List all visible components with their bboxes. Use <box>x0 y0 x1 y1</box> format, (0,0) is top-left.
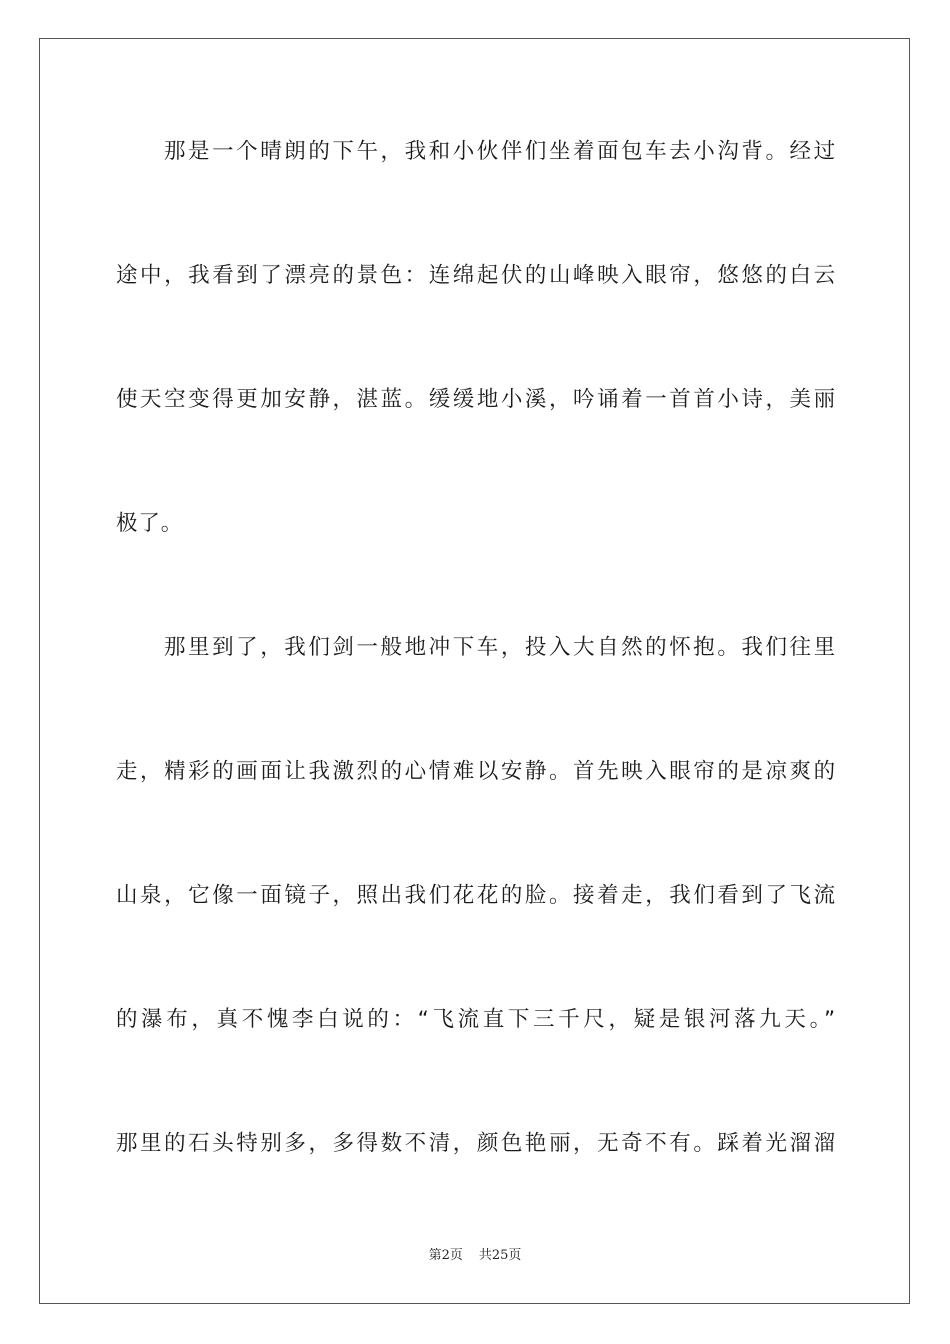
paragraph-2-line-2: 走，精彩的画面让我激烈的心情难以安静。首先映入眼帘的是凉爽的 <box>116 759 836 784</box>
page-border <box>39 38 910 1304</box>
paragraph-2-line-3: 山泉，它像一面镜子，照出我们花花的脸。接着走，我们看到了飞流 <box>116 883 836 908</box>
paragraph-1-line-4: 极了。 <box>116 511 184 536</box>
paragraph-1-line-3: 使天空变得更加安静，湛蓝。缓缓地小溪，吟诵着一首首小诗，美丽 <box>116 387 836 412</box>
total-pages: 共25页 <box>478 1248 522 1263</box>
paragraph-2-line-1: 那里到了，我们剑一般地冲下车，投入大自然的怀抱。我们往里 <box>164 635 836 660</box>
page-number: 第2页 <box>428 1248 463 1263</box>
page-footer <box>0 1246 950 1266</box>
paragraph-1-line-2: 途中，我看到了漂亮的景色：连绵起伏的山峰映入眼帘，悠悠的白云 <box>116 263 836 288</box>
paragraph-2-line-4: 的瀑布，真不愧李白说的：“飞流直下三千尺，疑是银河落九天。” <box>116 1007 836 1032</box>
paragraph-2-line-5: 那里的石头特别多，多得数不清，颜色艳丽，无奇不有。踩着光溜溜 <box>116 1131 836 1156</box>
paragraph-1-line-1: 那是一个晴朗的下午，我和小伙伴们坐着面包车去小沟背。经过 <box>164 139 836 164</box>
